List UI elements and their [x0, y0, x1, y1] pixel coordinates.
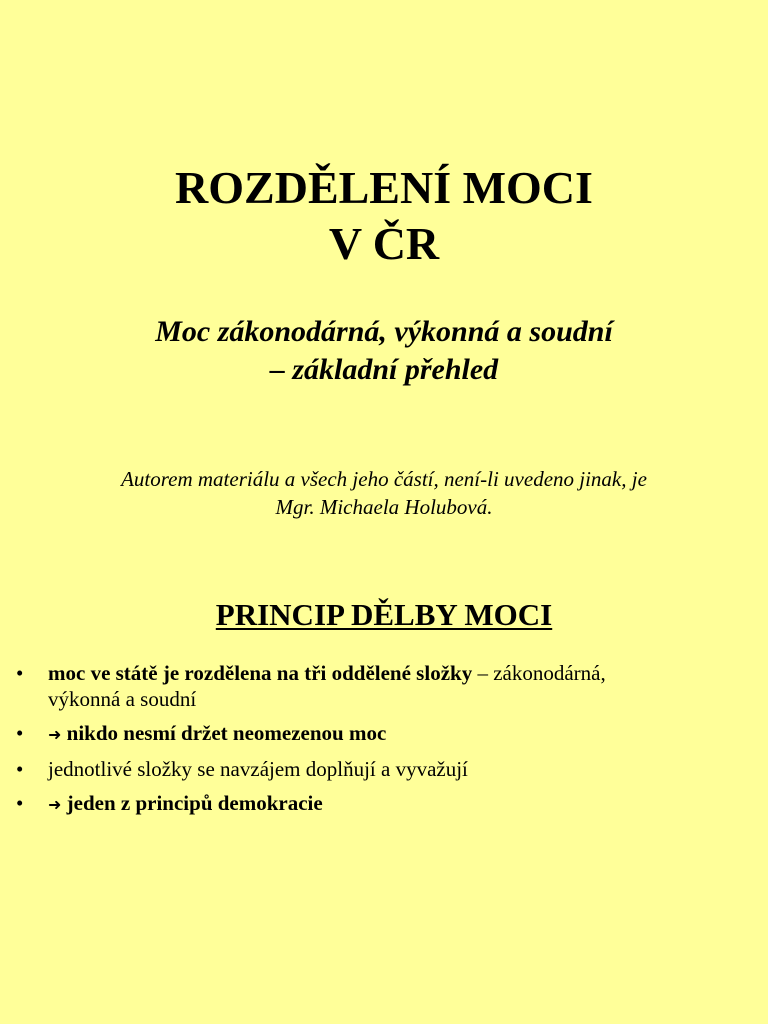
bullet-bold-text: nikdo nesmí držet neomezenou moc — [66, 721, 387, 745]
section-heading — [0, 595, 768, 635]
subtitle-line-2: – základní přehled — [269, 353, 499, 386]
section-heading-text: PRINCIP DĚLBY MOCI — [215, 597, 553, 632]
bullet-text: jednotlivé složky se navzájem doplňují a vyvažují — [48, 757, 468, 781]
author-line-1: Autorem materiálu a všech jeho částí, není-li uvedeno jinak, je — [121, 467, 647, 491]
bullet-icon: • — [16, 721, 24, 745]
list-item — [0, 790, 768, 818]
subtitle — [0, 313, 768, 389]
page-title — [0, 160, 768, 272]
author-note — [0, 465, 768, 521]
arrow-right-icon: ➜ — [48, 795, 62, 814]
bullet-text: – zákonodárná, — [472, 661, 606, 685]
list-item — [0, 720, 768, 748]
title-line-2: V ČR — [328, 218, 440, 269]
subtitle-line-1: Moc zákonodárná, výkonná a soudní — [155, 315, 613, 348]
arrow-right-icon: ➜ — [48, 725, 62, 744]
title-line-1: ROZDĚLENÍ MOCI — [175, 162, 593, 213]
author-line-2: Mgr. Michaela Holubová. — [275, 495, 493, 519]
bullet-list — [0, 660, 768, 826]
bullet-icon: • — [16, 661, 24, 685]
bullet-icon: • — [16, 757, 24, 781]
list-item — [0, 756, 768, 782]
bullet-bold-text: moc ve státě je rozdělena na tři oddělené složky — [48, 661, 473, 685]
bullet-text-continued: výkonná a soudní — [48, 687, 197, 711]
bullet-bold-text: jeden z principů demokracie — [66, 791, 323, 815]
list-item — [0, 660, 768, 712]
bullet-icon: • — [16, 791, 24, 815]
